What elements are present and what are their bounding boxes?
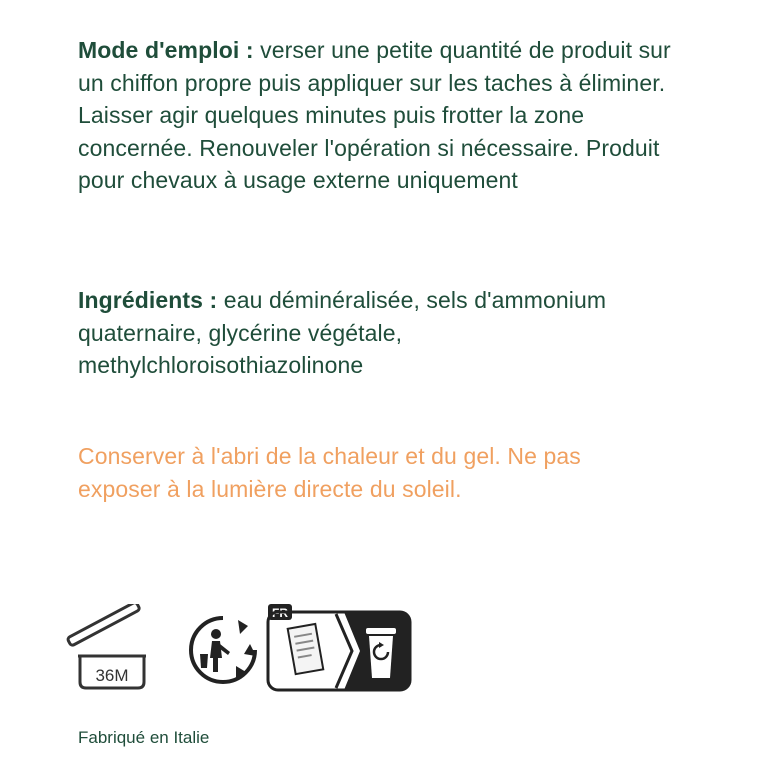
ingredients-section	[78, 284, 678, 382]
usage-label: Mode d'emploi :	[78, 37, 254, 63]
country-label: FR	[272, 606, 288, 620]
made-in-label: Fabriqué en Italie	[78, 728, 210, 747]
pao-label: 36M	[95, 666, 129, 685]
ingredients-label: Ingrédients :	[78, 287, 218, 313]
triman-icon	[186, 614, 260, 686]
ingredients-text: eau déminéralisée, sels d'ammonium quaternaire, glycérine végétale, methylchloroisothiazolinone	[78, 287, 607, 378]
usage-text: verser une petite quantité de produit sur un chiffon propre puis appliquer sur les taches à éliminer. Laisser agir quelques minutes puis frotter la zone concernée. Renouveler l'opération si nécessaire. Produit pour chevaux à usage externe uniquement	[78, 37, 671, 193]
storage-warning: Conserver à l'abri de la chaleur et du gel. Ne pas exposer à la lumière directe du soleil.	[78, 443, 581, 502]
open-jar-icon	[66, 604, 158, 690]
sorting-info-icon	[266, 602, 412, 692]
usage-instructions	[78, 34, 678, 197]
